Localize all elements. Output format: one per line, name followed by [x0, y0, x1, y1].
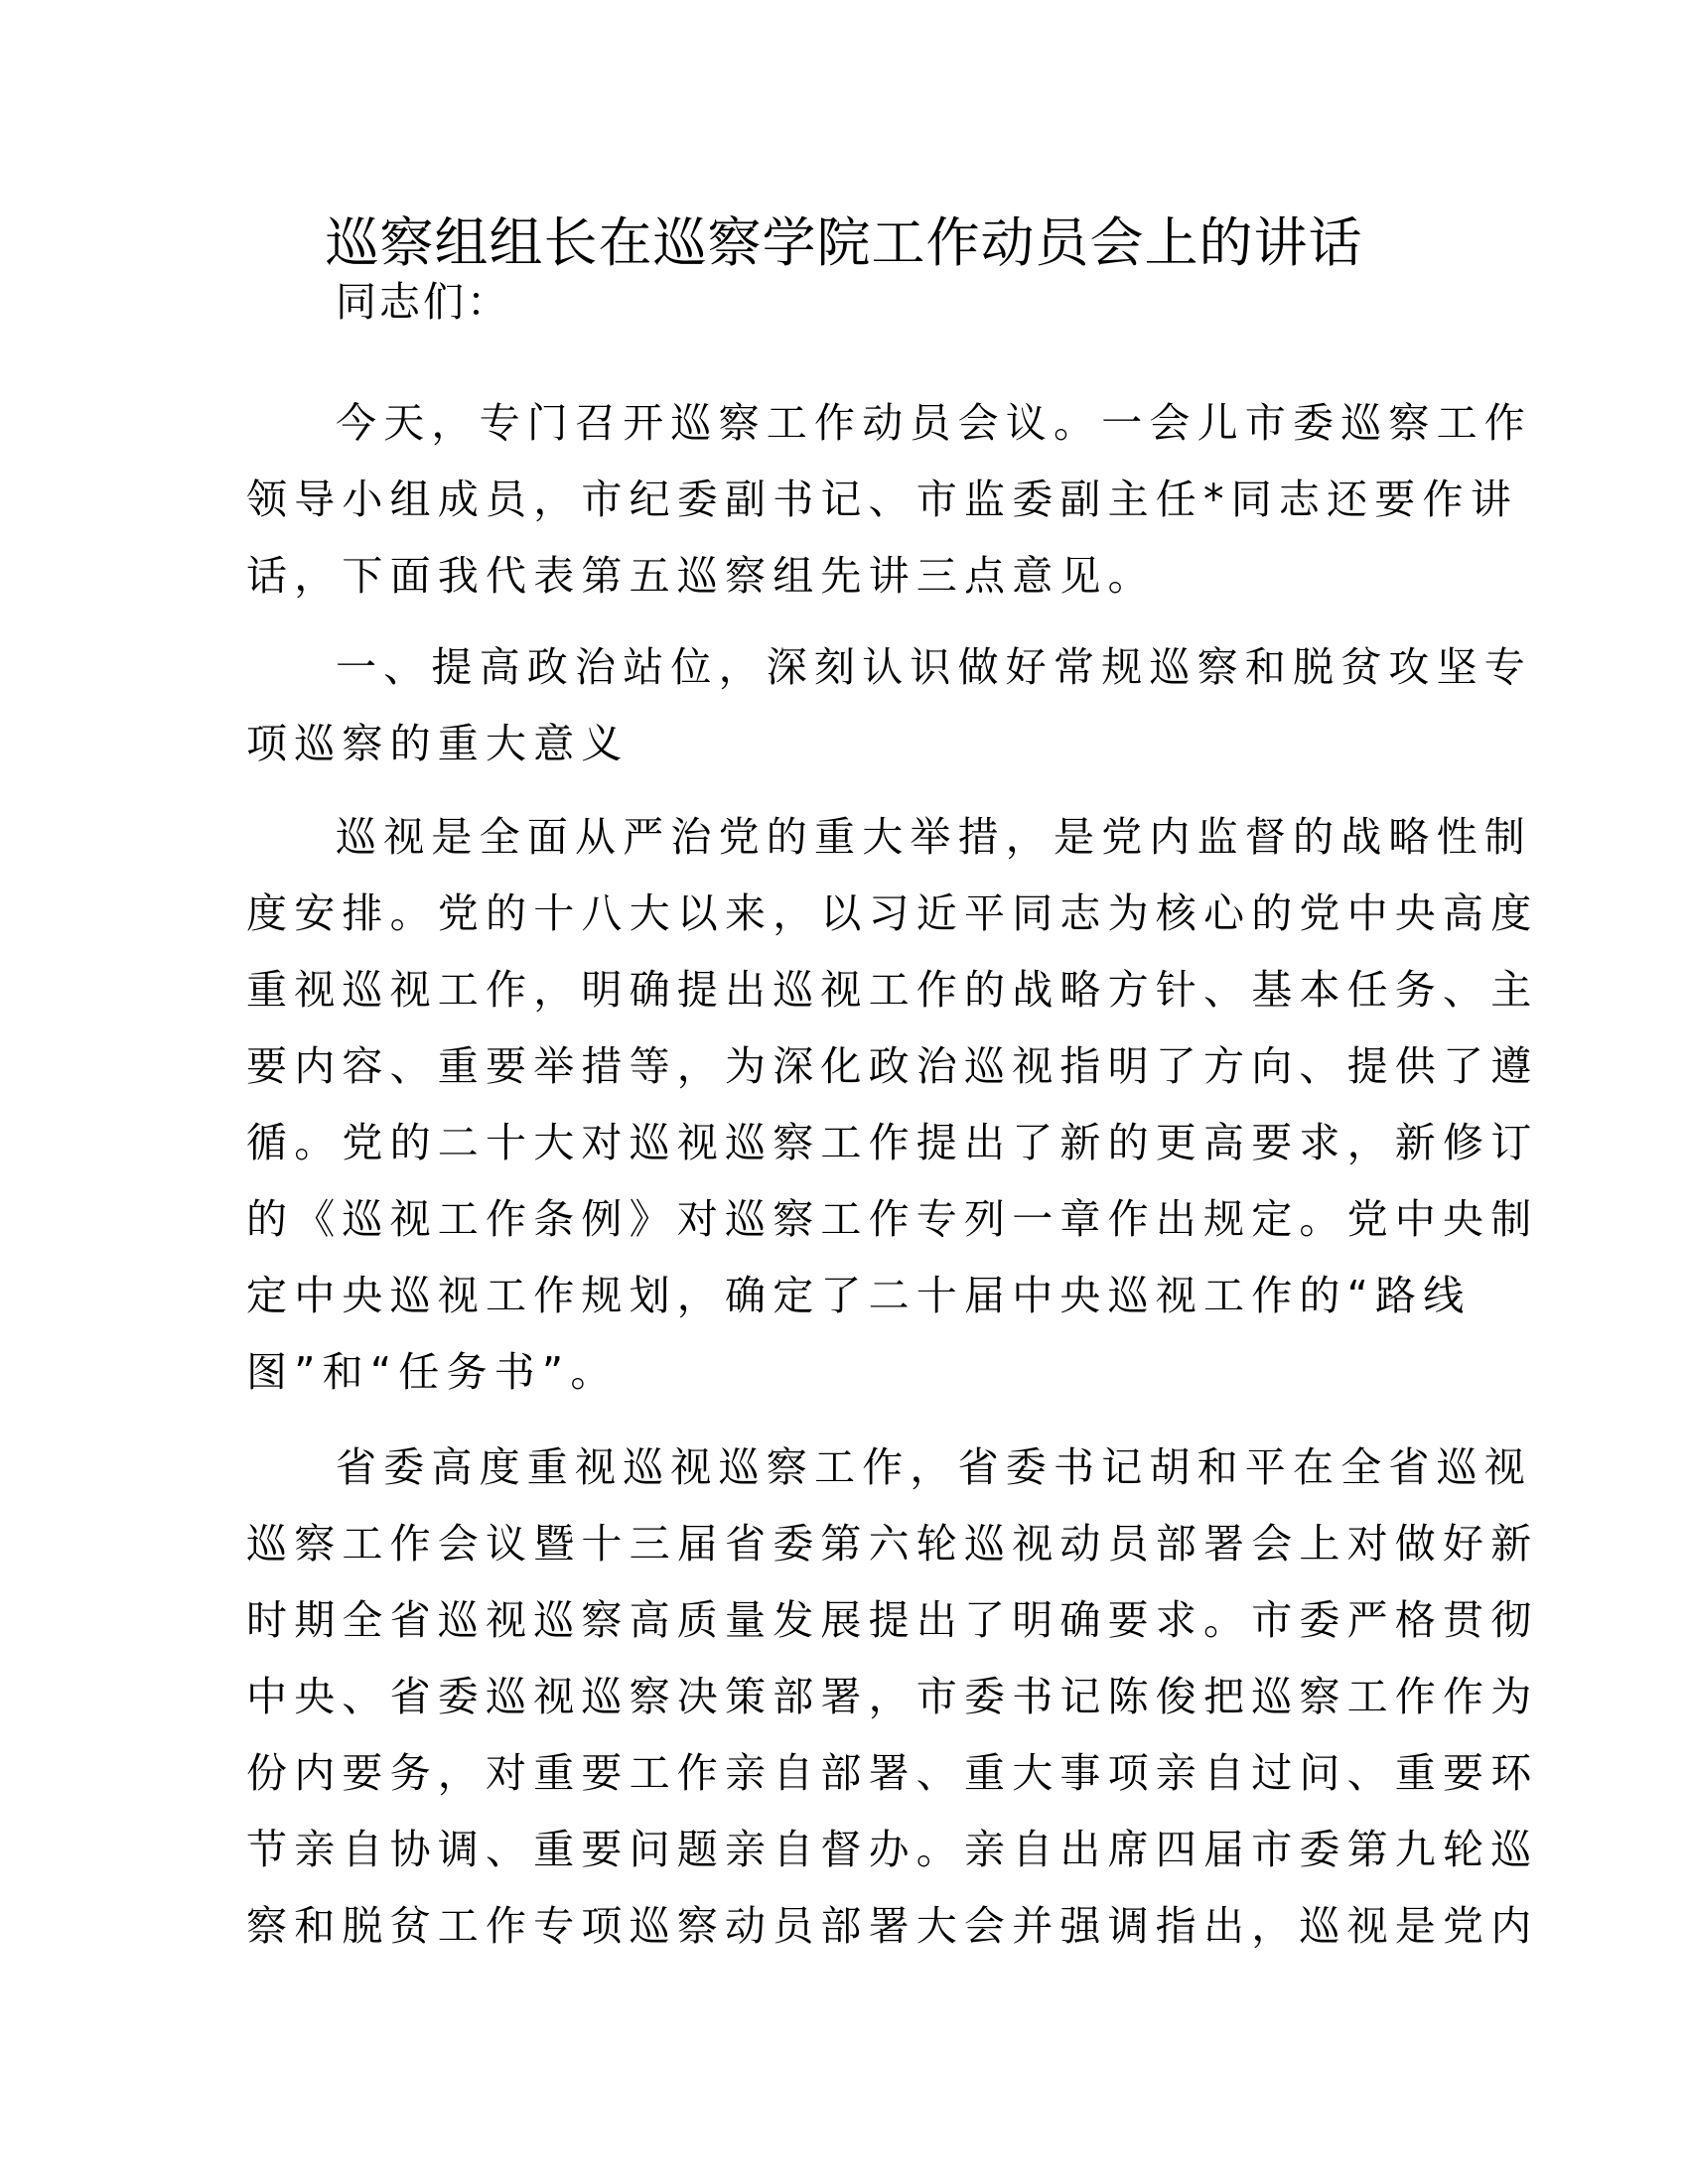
text-line: 巡视是全面从严治党的重大举措，是党内监督的战略性制 — [336, 813, 1532, 861]
text-line: 话，下面我代表第五巡察组先讲三点意见。 — [246, 552, 1156, 600]
text-line: 察和脱贫工作专项巡察动员部署大会并强调指出，巡视是党内 — [246, 1902, 1539, 1950]
text-line: 时期全省巡视巡察高质量发展提出了明确要求。市委严格贯彻 — [246, 1596, 1539, 1644]
text-line: 要内容、重要举措等，为深化政治巡视指明了方向、提供了遵 — [246, 1042, 1539, 1090]
text-line: 巡察工作会议暨十三届省委第六轮巡视动员部署会上对做好新 — [246, 1520, 1539, 1568]
section-heading-1 — [246, 629, 1532, 782]
text-line: 度安排。党的十八大以来，以习近平同志为核心的党中央高度 — [246, 889, 1539, 937]
text-line: 循。党的二十大对巡视巡察工作提出了新的更高要求，新修订 — [246, 1119, 1539, 1166]
text-line: 省委高度重视巡视巡察工作，省委书记胡和平在全省巡视 — [336, 1443, 1532, 1491]
text-line: 项巡察的重大意义 — [246, 720, 630, 767]
document-title: 巡察组组长在巡察学院工作动员会上的讲话 — [325, 211, 1363, 274]
paragraph-provincial-committee — [246, 1430, 1539, 1965]
text-line: 一、提高政治站位，深刻认识做好常规巡察和脱贫攻坚专 — [336, 643, 1532, 691]
paragraph-inspection-importance — [246, 799, 1539, 1411]
text-line: 今天，专门召开巡察工作动员会议。一会儿市委巡察工作 — [336, 399, 1532, 447]
text-line: 节亲自协调、重要问题亲自督办。亲自出席四届市委第九轮巡 — [246, 1826, 1539, 1873]
paragraph-opening — [246, 385, 1532, 614]
text-line: 重视巡视工作，明确提出巡视工作的战略方针、基本任务、主 — [246, 966, 1539, 1014]
text-line: 图”和“任务书”。 — [246, 1348, 619, 1396]
text-line: 中央、省委巡视巡察决策部署，市委书记陈俊把巡察工作作为 — [246, 1673, 1539, 1720]
text-line: 的《巡视工作条例》对巡察工作专列一章作出规定。党中央制 — [246, 1195, 1539, 1243]
text-line: 定中央巡视工作规划，确定了二十届中央巡视工作的“路线 — [246, 1272, 1472, 1319]
salutation: 同志们： — [336, 278, 510, 326]
text-line: 份内要务，对重要工作亲自部署、重大事项亲自过问、重要环 — [246, 1749, 1539, 1797]
text-line: 领导小组成员，市纪委副书记、市监委副主任*同志还要作讲 — [246, 476, 1518, 523]
